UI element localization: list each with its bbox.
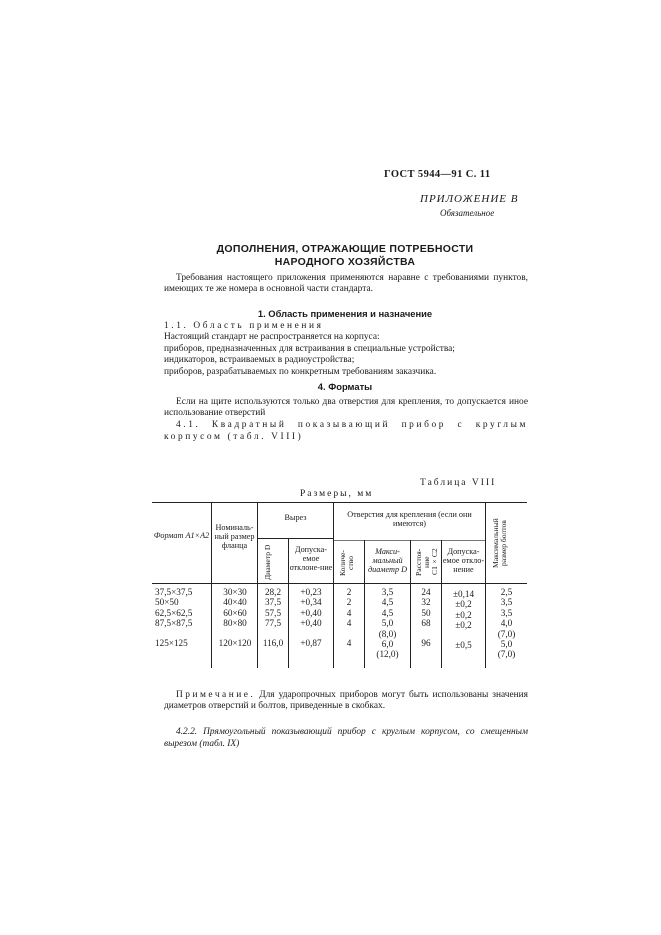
header-holes-distance: Расстоя-ние C1×C2 [414,548,439,576]
cell-distance: 96 [421,637,431,648]
cell-tolerance: +0,40 [300,618,322,629]
cell-count: 2 [346,587,352,597]
header-cutout-tolerance: Допуска-емое отклоне-ние [289,545,333,572]
cell-bolt: 5,0 [500,639,513,650]
header-bolt-size: Максимальный размер болтов [491,518,508,568]
cell-hole-tolerance: ±0,2 [455,620,472,631]
cell-hole-tolerance: ±0,5 [455,639,472,650]
col-format [155,587,192,648]
cell-bolt: 4,0 [500,618,513,629]
section-1-line: приборов, предназначенных для встраивания в специальные устройства; [164,343,455,354]
document-title [160,243,530,269]
cell-format: 125×125 [155,637,188,648]
cell-bolt: 3,5 [500,607,513,618]
section-1-line: индикаторов, встраиваемых в радиоустройства; [164,355,355,366]
header-cutout-diameter: Диаметр D [263,544,272,580]
cell-bolt-alt: (7,0) [497,628,516,639]
section-1-1-heading: 1.1. Область применения [164,321,324,331]
header-holes-max-diameter: Макси-мальный диаметр D [367,547,408,574]
cell-max-diameter: 3,5 [381,587,394,597]
cell-count: 4 [346,637,352,648]
cell-bolt: 3,5 [500,597,513,608]
col-nominal [214,587,256,648]
cell-nominal: 80×80 [223,618,247,629]
section-1-line: Настоящий стандарт не распространяется на корпуса: [164,332,380,343]
cell-max-diameter: 5,0 [381,618,394,629]
header-cutout: Вырез [284,513,307,522]
cell-tolerance: +0,34 [300,597,322,608]
cell-nominal: 120×120 [218,637,252,648]
cell-format: 50×50 [155,597,179,608]
cell-bolt: 2,5 [500,587,513,597]
table-header-rule [152,583,527,584]
col-cutout-diameter [258,587,288,648]
cell-distance: 32 [421,597,431,608]
cell-distance: 50 [421,607,431,618]
cell-format: 62,5×62,5 [155,607,193,618]
intro-paragraph: Требования настоящего приложения применяются наравне с требованиями пунктов, имеющих те же номера в основной части стандарта. [164,273,528,295]
cell-bolt-alt: (7,0) [497,649,516,660]
cell-diameter: 37,5 [264,597,282,608]
section-1-heading: 1. Область применения и назначение [257,308,433,319]
standard-reference: ГОСТ 5944—91 С. 11 [384,169,491,180]
cell-distance: 68 [421,618,431,629]
table-caption: Таблица VIII [420,478,497,488]
cutout-sub-rule [257,538,333,539]
cell-nominal: 60×60 [223,607,247,618]
cell-nominal: 40×40 [223,597,247,608]
table-top-rule [152,502,527,503]
note-label: Примечание. [176,690,256,700]
title-line-2: НАРОДНОГО ХОЗЯЙСТВА [274,256,416,268]
cell-diameter: 116,0 [262,637,284,648]
table-note [164,690,528,713]
col-bolt-size [486,587,527,660]
header-holes-count: Количе-ство [338,550,355,576]
cell-diameter: 77,5 [264,618,282,629]
cell-distance: 24 [421,587,431,597]
section-1-line: приборов, разрабатываемых по конкретным требованиям заказчика. [164,366,437,377]
cell-max-diameter: 4,5 [381,607,394,618]
cell-max-diameter: 4,5 [381,597,394,608]
note-text: Для ударопрочных приборов могут быть использованы значения диаметров отверстий и болтов, приведенные в скобках. [164,690,528,712]
cell-format: 87,5×87,5 [155,618,193,629]
title-line-1: ДОПОЛНЕНИЯ, ОТРАЖАЮЩИЕ ПОТРЕБНОСТИ [216,243,474,255]
section-4-paragraph: Если на щите используются только два отверстия для крепления, то допускается иное использование отверстий [164,397,528,419]
holes-sub-rule [333,540,485,541]
cell-diameter: 57,5 [264,607,282,618]
cell-count: 2 [346,597,352,608]
col-holes-distance [411,587,441,648]
appendix-title: ПРИЛОЖЕНИЕ В [420,193,519,205]
cell-tolerance: +0,23 [300,587,322,597]
header-format: Формат A1×A2 [153,531,210,540]
cell-count: 4 [346,618,352,629]
cell-diameter: 28,2 [264,587,282,597]
header-holes: Отверстия для крепления (если они имеются) [347,510,472,528]
cell-max-diameter-alt: (8,0) [378,628,397,639]
col-cutout-tolerance [289,587,333,648]
col-holes-max-diameter [365,587,410,660]
cell-max-diameter: 6,0 [381,639,394,650]
col-holes-tolerance [442,589,485,650]
cell-tolerance: +0,40 [300,607,322,618]
cell-count: 4 [346,607,352,618]
item-4-2-2: 4.2.2. Прямоугольный показывающий прибор с круглым корпусом, со смещенным вырезом (табл. IX) [164,727,528,749]
table-units: Размеры, мм [300,489,374,499]
cell-max-diameter-alt: (12,0) [376,649,399,660]
appendix-status: Обязательное [440,208,495,218]
cell-nominal: 30×30 [223,587,247,597]
section-1-body [164,321,528,378]
col-holes-count [334,587,364,648]
cell-hole-tolerance: ±0,2 [455,599,472,610]
cell-format: 37,5×37,5 [155,587,193,597]
cell-hole-tolerance: ±0,14 [452,589,475,599]
header-nominal: Номиналь-ный размер фланца [214,523,255,550]
cell-hole-tolerance: ±0,2 [455,609,472,620]
item-4-1: 4.1. Квадратный показывающий прибор с круглым корпусом (табл. VIII) [164,420,528,442]
section-4-heading: 4. Форматы [317,381,373,392]
cell-tolerance: +0,87 [300,637,322,648]
header-holes-tolerance: Допуска-емое откло-нение [442,547,485,574]
